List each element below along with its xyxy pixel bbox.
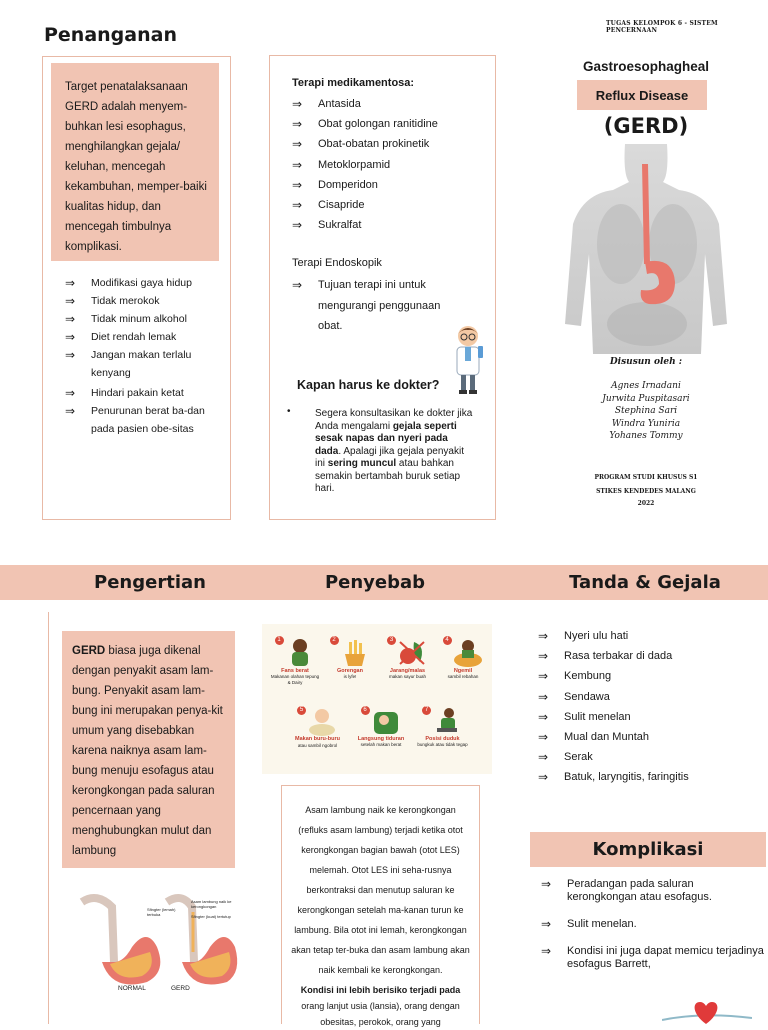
cause-sub: Makanan olahan tepung & Dairy — [270, 674, 320, 685]
arrow-icon: ⇒ — [538, 629, 549, 643]
arrow-icon: ⇒ — [292, 278, 303, 292]
arrow-icon: ⇒ — [65, 404, 76, 418]
year-label: 2022 — [637, 500, 655, 507]
arrow-icon: ⇒ — [65, 386, 76, 400]
penanganan-box — [51, 63, 219, 261]
list-item: ⇒ Sukralfat — [292, 215, 492, 235]
arrow-icon: ⇒ — [538, 709, 549, 724]
terapi-endo-list — [292, 275, 447, 337]
person-icon — [284, 636, 316, 668]
author-name: Yohanes Tommy — [609, 431, 683, 441]
tanda-list — [538, 626, 758, 788]
cause-number: 2 — [330, 636, 339, 645]
arrow-icon: ⇒ — [65, 330, 76, 344]
pengertian-box — [62, 631, 235, 868]
arrow-icon: ⇒ — [65, 276, 76, 290]
cause-sub: makan sayur buah — [388, 674, 427, 679]
dokter-bullet: • — [287, 406, 291, 417]
program-label: PROGRAM STUDI KHUSUS S1 — [594, 474, 698, 481]
cause-card — [270, 636, 320, 686]
arrow-icon: ⇒ — [538, 649, 549, 664]
penyebab-bold: Kondisi ini lebih berisiko terjadi pada — [300, 985, 461, 995]
list-item: ⇒ Tidak minum alkohol — [65, 312, 187, 326]
cause-sub: atau sambil ngobrol — [297, 743, 338, 748]
cover-title-1: Gastroesophagheal — [582, 59, 710, 74]
list-item: ⇒ Hindari pakain ketat — [65, 386, 184, 400]
arrow-icon: ⇒ — [538, 750, 549, 765]
author-name: Jurwita Puspitasari — [602, 393, 690, 404]
cause-number: 4 — [443, 636, 452, 645]
cause-card — [380, 636, 435, 680]
list-item: ⇒ Metoklorpamid — [292, 155, 492, 175]
komplikasi-header — [530, 832, 766, 867]
cause-title: Fans berat — [281, 668, 309, 674]
list-item: ⇒ Obat-obatan prokinetik — [292, 134, 492, 154]
penyebab-tail: orang lanjut usia (lansia), orang dengan obesitas, perokok, orang yang — [301, 1001, 460, 1027]
list-item: ⇒ Sulit menelan — [538, 707, 758, 727]
arrow-icon: ⇒ — [538, 669, 549, 684]
penyebab-box — [281, 785, 480, 1027]
anatomy-illustration — [563, 144, 728, 354]
cause-card — [290, 706, 345, 749]
cause-title: Posisi duduk — [425, 736, 460, 742]
komplikasi-list — [541, 878, 766, 971]
list-item: ⇒ Penurunan berat ba-dan pada pasien obe-sitas — [65, 404, 205, 435]
sitting-icon — [431, 706, 463, 736]
cause-sub: bungkuk atau tidak tegap — [417, 742, 468, 747]
list-item: ⇒ Tidak merokok — [65, 294, 160, 308]
dokter-title: Kapan harus ke dokter? — [297, 378, 440, 392]
author-name: Agnes Irnadani — [611, 381, 681, 391]
penanganan-box-text: Target penatalaksanaan GERD adalah menyem-buhkan lesi esophagus, menghilangkan gejala/ keluhan, mencegah kekambuhan, memper-baiki kualitas hidup, dan mencegah timbulnya komplikasi. — [65, 81, 207, 253]
diagram-label-1: Sfingter (lemah) terbuka — [147, 907, 176, 917]
komplikasi-title: Komplikasi — [592, 839, 704, 860]
arrow-icon: ⇒ — [292, 137, 303, 152]
cause-card — [438, 636, 488, 680]
arrow-icon: ⇒ — [65, 312, 76, 326]
arrow-icon: ⇒ — [538, 770, 549, 785]
cause-sub: setelah makan berat — [360, 742, 402, 747]
arrow-icon: ⇒ — [65, 348, 76, 362]
header-note: TUGAS KELOMPOK 6 - SISTEM PENCERNAAN — [606, 20, 718, 34]
list-item: ⇒ Batuk, laryngitis, faringitis — [538, 767, 758, 787]
vegetable-icon — [396, 636, 428, 668]
diagram-label-gerd: GERD — [171, 985, 190, 992]
arrow-icon: ⇒ — [292, 117, 303, 132]
list-item: ⇒ Peradangan pada saluran kerongkongan atau esofagus. — [541, 877, 712, 903]
snack-icon — [452, 636, 484, 668]
list-item: ⇒ Rasa terbakar di dada — [538, 646, 758, 666]
arrow-icon: ⇒ — [292, 97, 303, 111]
list-item: ⇒ Sulit menelan. — [541, 917, 637, 931]
cover-title-2-box — [577, 80, 707, 110]
arrow-icon: ⇒ — [65, 294, 76, 308]
penyebab-text: Asam lambung naik ke kerongkongan (refluks asam lambung) terjadi ketika otot kerongkongan bagian bawah (otot LES) melemah. Otot LES ini seha-rusnya berkontraksi dan menutup saluran ke kerongkongan setelah ma-kanan turun ke lambung. Bila otot ini lemah, kerongkongan akan tetap ter-buka dan asam lambung akan naik kembali ke kerongkongan. — [291, 805, 470, 975]
arrow-icon: ⇒ — [292, 157, 303, 172]
doctor-illustration — [450, 324, 490, 396]
list-item: ⇒ Modifikasi gaya hidup — [65, 276, 192, 290]
cause-card — [325, 636, 375, 680]
terapi-medika-title: Terapi medikamentosa: — [292, 77, 415, 89]
cause-number: 6 — [361, 706, 370, 715]
cause-card — [350, 706, 412, 748]
pengertian-divider — [48, 612, 49, 1024]
list-item: ⇒ Diet rendah lemak — [65, 330, 177, 344]
list-item: ⇒ Mual dan Muntah — [538, 727, 758, 747]
list-item: ⇒ Cisapride — [292, 195, 492, 215]
diagram-label-2: Asam lambung naik ke kerongkongan — [191, 899, 232, 909]
diagram-label-normal: NORMAL — [118, 985, 146, 992]
cover-title-3: (GERD) — [603, 114, 689, 138]
cause-title: Langsung tiduran — [357, 736, 405, 742]
arrow-icon: ⇒ — [538, 689, 549, 704]
arrow-icon: ⇒ — [538, 730, 549, 745]
band-tanda: Tanda & Gejala — [569, 572, 721, 593]
fries-icon — [339, 636, 371, 668]
cause-number: 7 — [422, 706, 431, 715]
cause-number: 1 — [275, 636, 284, 645]
arrow-icon: ⇒ — [541, 917, 552, 931]
cause-title: Gorengan — [337, 668, 363, 674]
author-name: Windra Yuniria — [611, 418, 681, 429]
arrow-icon: ⇒ — [292, 218, 303, 233]
cause-title: Ngemil — [453, 668, 473, 674]
list-item: ⇒ Jangan makan terlalu kenyang — [65, 348, 192, 379]
dokter-text: Segera konsultasikan ke dokter jika Anda mengalami gejala seperti sesak napas dan nyeri pada dada. Apalagi jika gejala penyakit ini sering muncul atau bahkan semakin bertambah buruk setiap hari. — [315, 408, 473, 494]
pengertian-text: GERD biasa juga dikenal dengan penyakit asam lam-bung. Penyakit asam lam-bung ini merupakan penya-kit umum yang disebabkan karena naiknya asam lam-bung menuju esofagus atau kerongkongan pada saluran pencernaan yang menghubungkan mulut dan lambung — [72, 645, 223, 857]
list-item: ⇒ Nyeri ulu hati — [538, 626, 758, 646]
arrow-icon: ⇒ — [541, 877, 552, 891]
list-item: ⇒ Antasida — [292, 94, 492, 114]
terapi-medika-list — [292, 94, 492, 235]
list-item: ⇒ Kembung — [538, 666, 758, 686]
lying-icon — [370, 706, 402, 736]
list-item: ⇒ Kondisi ini juga dapat memicu terjadinya esofagus Barrett, — [541, 944, 764, 970]
terapi-endo-title: Terapi Endoskopik — [292, 257, 382, 269]
list-item: ⇒ Tujuan terapi ini untuk mengurangi penggunaan obat. — [292, 275, 447, 337]
list-item: ⇒ Domperidon — [292, 175, 492, 195]
author-name: Stephina Sari — [614, 406, 678, 416]
arrow-icon: ⇒ — [292, 177, 303, 192]
cause-sub: sambil rebahan — [447, 674, 479, 679]
author-list — [566, 380, 726, 443]
heart-icon — [662, 998, 752, 1024]
cause-sub: is lyfe! — [343, 674, 357, 679]
cause-title: Makan buru-buru — [295, 736, 340, 742]
diagram-label-3: Sfingter (kuat) tertutup — [191, 914, 231, 919]
cause-title: Jarang/malas — [389, 668, 426, 674]
cover-title-2: Reflux Disease — [595, 87, 689, 103]
cause-number: 3 — [387, 636, 396, 645]
eating-icon — [306, 706, 338, 736]
band-pengertian: Pengertian — [94, 572, 206, 593]
disusun-label: Disusun oleh : — [609, 357, 683, 367]
list-item: ⇒ Serak — [538, 747, 758, 767]
penanganan-title: Penanganan — [44, 24, 177, 46]
list-item: ⇒ Sendawa — [538, 687, 758, 707]
school-label: STIKES KENDEDES MALANG — [596, 488, 696, 495]
penanganan-list — [65, 274, 225, 438]
band-penyebab: Penyebab — [324, 572, 426, 593]
arrow-icon: ⇒ — [292, 198, 303, 213]
arrow-icon: ⇒ — [541, 944, 552, 958]
cause-number: 5 — [297, 706, 306, 715]
cause-card — [415, 706, 470, 748]
list-item: ⇒ Obat golongan ranitidine — [292, 114, 492, 134]
